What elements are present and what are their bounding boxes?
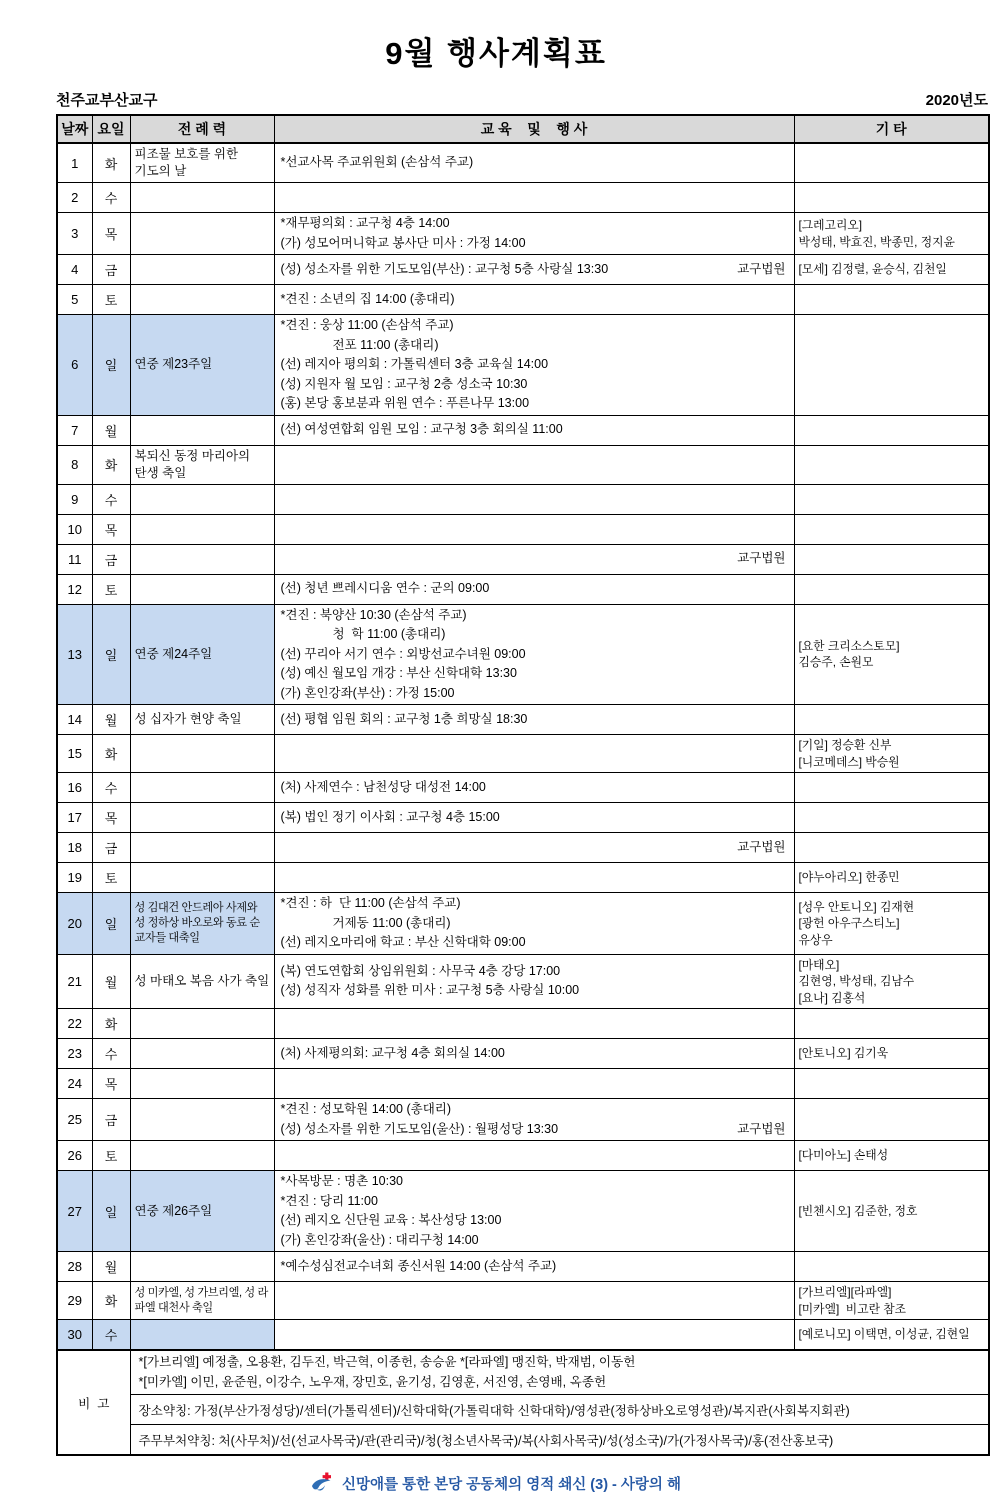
event-text: (복) 법인 정기 이사회 : 교구청 4층 15:00 [280, 809, 500, 824]
liturgy-cell [130, 544, 274, 574]
table-row [57, 954, 989, 1009]
event-line [281, 1120, 788, 1140]
etc-cell [794, 315, 989, 416]
date-cell: 26 [57, 1141, 92, 1171]
liturgy-cell: 성 김대건 안드레아 사제와 성 정하상 바오로와 동료 순교자들 대축일 [130, 893, 274, 955]
event-text: (성) 예신 월모임 개강 : 부산 신학대학 13:30 [280, 666, 517, 680]
event-text: (홍) 본당 홍보분과 위원 연수 : 푸른나무 13:00 [280, 396, 530, 410]
etc-line: [니코메데스] 박승원 [798, 754, 900, 769]
table-row [57, 1282, 989, 1320]
date-cell: 30 [57, 1320, 92, 1351]
day-cell: 토 [92, 574, 130, 604]
table-row [57, 445, 989, 484]
event-text: *선교사목 주교위원회 (손삼석 주교) [280, 155, 474, 170]
event-text: (처) 사제평의회: 교구청 4층 회의실 14:00 [280, 1045, 505, 1060]
liturgy-cell [130, 803, 274, 833]
notes-departments-cell: 주무부처약칭: 처(사무처)/선(선교사목국)/관(관리국)/청(청소년사목국)/복(사회사목국)/성(성소국)/가(가정사목국)/홍(전산홍보국) [130, 1425, 989, 1456]
etc-cell [794, 574, 989, 604]
date-cell: 14 [57, 705, 92, 735]
footer [0, 1472, 992, 1494]
etc-line: [요한 크리소스토모] [798, 638, 900, 653]
etc-cell [794, 1252, 989, 1282]
notes-row-names [57, 1350, 989, 1395]
schedule-table [56, 114, 990, 1456]
event-text: *견진 : 하 단 11:00 (손삼석 주교) [280, 896, 461, 910]
date-cell: 16 [57, 773, 92, 803]
day-cell: 토 [92, 863, 130, 893]
event-line [281, 664, 788, 684]
liturgy-cell: 성 미카엘, 성 가브리엘, 성 라파엘 대천사 축일 [130, 1282, 274, 1320]
date-cell: 4 [57, 255, 92, 285]
table-row [57, 1141, 989, 1171]
event-text: *재무평의회 : 교구청 4층 14:00 [280, 216, 450, 230]
etc-cell [794, 544, 989, 574]
etc-line: 유상우 [798, 932, 833, 947]
table-row [57, 143, 989, 183]
event-line [281, 1044, 788, 1064]
day-cell: 일 [92, 1171, 130, 1252]
liturgy-cell [130, 773, 274, 803]
table-row [57, 514, 989, 544]
event-line [281, 214, 788, 234]
event-text: *견진 : 소년의 집 14:00 (총대리) [280, 291, 455, 306]
event-text: (가) 혼인강좌(부산) : 가정 15:00 [280, 685, 455, 700]
etc-cell [794, 1069, 989, 1099]
table-row [57, 705, 989, 735]
day-cell: 화 [92, 735, 130, 773]
day-cell: 월 [92, 415, 130, 445]
day-cell: 수 [92, 484, 130, 514]
day-cell: 월 [92, 954, 130, 1009]
table-row [57, 863, 989, 893]
event-line [281, 962, 788, 982]
table-row [57, 574, 989, 604]
day-cell: 금 [92, 255, 130, 285]
event-line [281, 153, 788, 173]
events-cell [274, 445, 794, 484]
table-row [57, 1171, 989, 1252]
event-line [281, 1257, 788, 1277]
date-cell: 7 [57, 415, 92, 445]
event-text: (가) 혼인강좌(울산) : 대리구청 14:00 [280, 1232, 479, 1247]
etc-cell [794, 954, 989, 1009]
event-line [281, 606, 788, 626]
event-text: *견진 : 웅상 11:00 (손삼석 주교) [280, 318, 454, 332]
event-text: (성) 성직자 성화를 위한 미사 : 교구청 5층 사랑실 10:00 [280, 983, 580, 998]
liturgy-cell [130, 255, 274, 285]
table-row [57, 213, 989, 255]
event-text: (선) 꾸리아 서기 연수 : 외방선교수녀원 09:00 [280, 646, 526, 661]
event-line [281, 394, 788, 414]
table-row [57, 1320, 989, 1351]
events-cell [274, 735, 794, 773]
liturgy-cell [130, 415, 274, 445]
event-line [281, 808, 788, 828]
day-cell: 목 [92, 514, 130, 544]
event-line [281, 290, 788, 310]
etc-line: [야누아리오] 한종민 [798, 870, 900, 885]
table-row [57, 893, 989, 955]
table-row [57, 604, 989, 705]
liturgy-cell [130, 484, 274, 514]
event-line [281, 355, 788, 375]
etc-cell [794, 604, 989, 705]
etc-line: [모세] 김정렬, 윤승식, 김천일 [798, 262, 947, 277]
date-cell: 22 [57, 1009, 92, 1039]
liturgy-cell [130, 1099, 274, 1141]
day-cell: 월 [92, 705, 130, 735]
date-cell: 25 [57, 1099, 92, 1141]
notes-row-departments [57, 1425, 989, 1456]
header-date: 날짜 [57, 115, 92, 143]
events-cell [274, 1252, 794, 1282]
event-text: (선) 레지오 신단원 교육 : 복산성당 13:00 [280, 1213, 502, 1227]
etc-line: [성우 안토니오] 김재현 [798, 899, 915, 914]
etc-line: [마태오] [798, 957, 840, 972]
etc-line: [가브리엘][라파엘] [798, 1285, 892, 1299]
event-line [281, 981, 788, 1001]
event-text: (선) 레지아 평의회 : 가톨릭센터 3층 교육실 14:00 [280, 357, 549, 371]
liturgy-cell: 성 십자가 현양 축일 [130, 705, 274, 735]
day-cell: 수 [92, 183, 130, 213]
etc-cell [794, 285, 989, 315]
events-cell [274, 415, 794, 445]
date-cell: 18 [57, 833, 92, 863]
events-cell [274, 544, 794, 574]
event-line [281, 579, 788, 599]
etc-line: [요나] 김홍석 [798, 990, 866, 1005]
table-row [57, 315, 989, 416]
date-cell: 8 [57, 445, 92, 484]
etc-line: 김현영, 박성태, 김남수 [798, 974, 915, 988]
event-line [281, 710, 788, 730]
event-line [281, 894, 788, 914]
date-cell: 12 [57, 574, 92, 604]
table-row [57, 1099, 989, 1141]
event-text: (선) 평협 임원 회의 : 교구청 1층 희망실 18:30 [280, 711, 528, 726]
notes-names-cell [130, 1350, 989, 1395]
etc-cell [794, 213, 989, 255]
liturgy-cell: 성 마태오 복음 사가 축일 [130, 954, 274, 1009]
events-cell [274, 143, 794, 183]
event-text: (선) 레지오마리애 학교 : 부산 신학대학 09:00 [280, 935, 526, 949]
etc-line: [기일] 정승환 신부 [798, 738, 892, 752]
table-row [57, 544, 989, 574]
etc-cell [794, 773, 989, 803]
org-name: 천주교부산교구 [56, 92, 158, 109]
day-cell: 수 [92, 1039, 130, 1069]
date-cell: 19 [57, 863, 92, 893]
day-cell: 화 [92, 1009, 130, 1039]
liturgy-cell: 피조물 보호를 위한 기도의 날 [130, 143, 274, 183]
header-etc: 기 타 [794, 115, 989, 143]
events-cell [274, 183, 794, 213]
table-row [57, 484, 989, 514]
year-label: 2020년도 [925, 92, 988, 109]
etc-line: [그레고리오] [798, 218, 863, 232]
event-right-note: 교구법원 [737, 551, 786, 566]
etc-cell [794, 893, 989, 955]
event-line [281, 1211, 788, 1231]
table-row [57, 773, 989, 803]
event-line [281, 549, 788, 569]
liturgy-cell: 연중 제23주일 [130, 315, 274, 416]
day-cell: 화 [92, 143, 130, 183]
day-cell: 일 [92, 315, 130, 416]
day-cell: 목 [92, 1069, 130, 1099]
etc-cell [794, 1282, 989, 1320]
liturgy-cell [130, 285, 274, 315]
event-text: (선) 여성연합회 임원 모임 : 교구청 3층 회의실 11:00 [280, 422, 563, 437]
etc-line: 박성태, 박효진, 박종민, 정지윤 [798, 234, 955, 249]
header-day: 요일 [92, 115, 130, 143]
event-text: 청 학 11:00 (총대리) [332, 627, 446, 641]
etc-line: [빈첸시오] 김준한, 정호 [798, 1203, 918, 1218]
event-text: *사목방문 : 명촌 10:30 [280, 1174, 403, 1188]
date-cell: 15 [57, 735, 92, 773]
day-cell: 월 [92, 1252, 130, 1282]
event-line [281, 645, 788, 665]
date-cell: 21 [57, 954, 92, 1009]
day-cell: 토 [92, 285, 130, 315]
day-cell: 목 [92, 803, 130, 833]
liturgy-cell: 연중 제24주일 [130, 604, 274, 705]
date-cell: 11 [57, 544, 92, 574]
event-right-note: 교구법원 [737, 1121, 786, 1136]
table-row [57, 285, 989, 315]
etc-cell [794, 705, 989, 735]
notes-names-line1: *[가브리엘] 예정출, 오용환, 김두진, 박근혁, 이종헌, 송승윤 *[라파엘] 맹진학, 박재범, 이동헌 [138, 1355, 636, 1369]
events-cell [274, 1320, 794, 1351]
event-line [281, 838, 788, 858]
subheader [56, 89, 988, 110]
events-cell [274, 1099, 794, 1141]
liturgy-cell [130, 514, 274, 544]
date-cell: 1 [57, 143, 92, 183]
table-row [57, 415, 989, 445]
etc-cell [794, 183, 989, 213]
events-cell [274, 893, 794, 955]
day-cell: 일 [92, 893, 130, 955]
event-text: 전포 11:00 (총대리) [332, 337, 439, 352]
table-row [57, 183, 989, 213]
liturgy-cell [130, 1069, 274, 1099]
event-line [281, 1100, 788, 1120]
liturgy-cell: 연중 제26주일 [130, 1171, 274, 1252]
etc-cell [794, 803, 989, 833]
events-cell [274, 255, 794, 285]
etc-cell [794, 255, 989, 285]
event-text: *견진 : 당리 11:00 [280, 1193, 378, 1208]
event-text: (성) 지원자 월 모임 : 교구청 2층 성소국 10:30 [280, 376, 528, 391]
notes-places-cell: 장소약칭: 가정(부산가정성당)/센터(가톨릭센터)/신학대학(가톨릭대학 신학대학)/영성관(정하상바오로영성관)/복지관(사회복지회관) [130, 1395, 989, 1425]
event-line [281, 1231, 788, 1251]
events-cell [274, 1039, 794, 1069]
events-cell [274, 1171, 794, 1252]
notes-names-line2: *[미카엘] 이민, 윤준원, 이강수, 노우재, 장민호, 윤기성, 김영훈, 서진영, 손영배, 옥종헌 [138, 1374, 607, 1389]
liturgy-cell [130, 1320, 274, 1351]
event-line [281, 625, 788, 645]
date-cell: 13 [57, 604, 92, 705]
event-text: (선) 청년 쁘레시디움 연수 : 군의 09:00 [280, 581, 490, 596]
table-body [57, 143, 989, 1350]
events-cell [274, 315, 794, 416]
notes-label: 비 고 [57, 1350, 130, 1455]
day-cell: 토 [92, 1141, 130, 1171]
liturgy-cell [130, 1039, 274, 1069]
etc-line: [다미아노] 손태성 [798, 1148, 889, 1163]
event-line [281, 336, 788, 356]
events-cell [274, 1282, 794, 1320]
liturgy-cell [130, 1252, 274, 1282]
events-cell [274, 574, 794, 604]
day-cell: 수 [92, 773, 130, 803]
event-line [281, 420, 788, 440]
table-row [57, 735, 989, 773]
events-cell [274, 833, 794, 863]
event-line [281, 260, 788, 280]
date-cell: 9 [57, 484, 92, 514]
event-line [281, 1192, 788, 1212]
footer-slogan: 신망애를 통한 본당 공동체의 영적 쇄신 (3) - 사랑의 해 [342, 1476, 681, 1493]
etc-cell [794, 415, 989, 445]
date-cell: 27 [57, 1171, 92, 1252]
table-row [57, 1009, 989, 1039]
events-cell [274, 803, 794, 833]
day-cell: 목 [92, 213, 130, 255]
date-cell: 2 [57, 183, 92, 213]
etc-line: [예로니모] 이택면, 이성균, 김현일 [798, 1327, 970, 1342]
event-text: (복) 연도연합회 상임위원회 : 사무국 4층 강당 17:00 [280, 963, 561, 978]
event-text: (처) 사제연수 : 남천성당 대성전 14:00 [280, 779, 486, 794]
etc-line: [안토니오] 김기욱 [798, 1046, 889, 1061]
table-row [57, 803, 989, 833]
etc-cell [794, 514, 989, 544]
event-line [281, 316, 788, 336]
header-liturgy: 전 례 력 [130, 115, 274, 143]
day-cell: 금 [92, 544, 130, 574]
liturgy-cell: 복되신 동정 마리아의 탄생 축일 [130, 445, 274, 484]
liturgy-cell [130, 833, 274, 863]
events-cell [274, 1009, 794, 1039]
date-cell: 23 [57, 1039, 92, 1069]
day-cell: 화 [92, 445, 130, 484]
etc-cell [794, 143, 989, 183]
etc-line: [광헌 아우구스티노] [798, 916, 900, 930]
etc-cell [794, 1171, 989, 1252]
date-cell: 24 [57, 1069, 92, 1099]
liturgy-cell [130, 735, 274, 773]
table-row [57, 1252, 989, 1282]
etc-cell [794, 484, 989, 514]
event-text: (가) 성모어머니학교 봉사단 미사 : 가정 14:00 [280, 235, 526, 250]
event-line [281, 375, 788, 395]
etc-line: 김승주, 손원모 [798, 655, 874, 670]
event-line [281, 778, 788, 798]
event-right-note: 교구법원 [737, 839, 786, 854]
liturgy-cell [130, 213, 274, 255]
events-cell [274, 773, 794, 803]
event-text: 거제동 11:00 (총대리) [332, 915, 451, 930]
date-cell: 5 [57, 285, 92, 315]
events-cell [274, 514, 794, 544]
event-text: (성) 성소자를 위한 기도모임(울산) : 월평성당 13:30 [280, 1121, 559, 1136]
date-cell: 20 [57, 893, 92, 955]
event-text: *예수성심전교수녀회 종신서원 14:00 (손삼석 주교) [280, 1258, 557, 1273]
table-row [57, 833, 989, 863]
day-cell: 일 [92, 604, 130, 705]
liturgy-cell [130, 863, 274, 893]
header-events: 교 육 및 행 사 [274, 115, 794, 143]
event-line [281, 234, 788, 254]
etc-cell [794, 1099, 989, 1141]
date-cell: 10 [57, 514, 92, 544]
date-cell: 29 [57, 1282, 92, 1320]
day-cell: 금 [92, 833, 130, 863]
table-row [57, 255, 989, 285]
event-line [281, 684, 788, 704]
day-cell: 금 [92, 1099, 130, 1141]
table-row [57, 1069, 989, 1099]
page-title: 9월 행사계획표 [385, 36, 607, 71]
etc-cell [794, 1009, 989, 1039]
day-cell: 수 [92, 1320, 130, 1351]
event-text: *견진 : 성모학원 14:00 (총대리) [280, 1102, 452, 1116]
table-row [57, 1039, 989, 1069]
events-cell [274, 604, 794, 705]
etc-cell [794, 445, 989, 484]
date-cell: 28 [57, 1252, 92, 1282]
etc-cell [794, 863, 989, 893]
event-text: *견진 : 북양산 10:30 (손삼석 주교) [280, 607, 467, 622]
liturgy-cell [130, 1009, 274, 1039]
table-header [57, 115, 989, 143]
diocese-logo [311, 1472, 335, 1494]
events-cell [274, 954, 794, 1009]
etc-cell [794, 1320, 989, 1351]
event-right-note: 교구법원 [737, 261, 786, 276]
etc-line: [미카엘] 비고란 참조 [798, 1301, 907, 1316]
event-line [281, 1172, 788, 1192]
date-cell: 3 [57, 213, 92, 255]
event-line [281, 933, 788, 953]
notes-row-places [57, 1395, 989, 1425]
events-cell [274, 285, 794, 315]
events-cell [274, 213, 794, 255]
etc-cell [794, 833, 989, 863]
day-cell: 화 [92, 1282, 130, 1320]
events-cell [274, 1069, 794, 1099]
date-cell: 17 [57, 803, 92, 833]
liturgy-cell [130, 574, 274, 604]
etc-cell [794, 1039, 989, 1069]
events-cell [274, 484, 794, 514]
liturgy-cell [130, 183, 274, 213]
date-cell: 6 [57, 315, 92, 416]
etc-cell [794, 735, 989, 773]
event-line [281, 914, 788, 934]
events-cell [274, 705, 794, 735]
events-cell [274, 863, 794, 893]
events-cell [274, 1141, 794, 1171]
event-text: (성) 성소자를 위한 기도모임(부산) : 교구청 5층 사랑실 13:30 [280, 261, 609, 276]
liturgy-cell [130, 1141, 274, 1171]
etc-cell [794, 1141, 989, 1171]
